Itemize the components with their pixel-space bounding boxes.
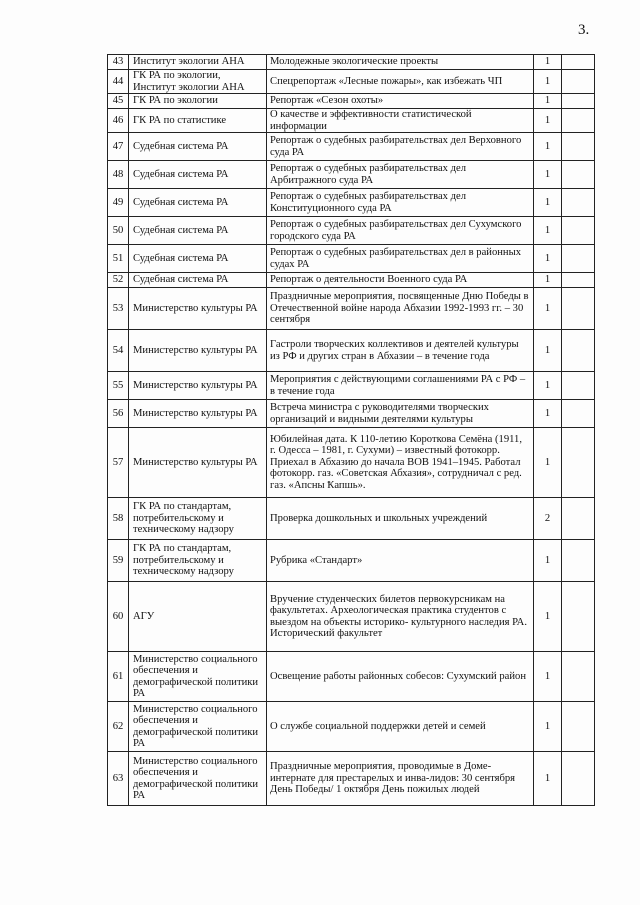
organization-cell: Министерство социального обеспечения и демографической политики РА: [129, 702, 267, 752]
table-row: [108, 702, 595, 752]
organization-cell: ГК РА по стандартам, потребительскому и техническому надзору: [129, 540, 267, 582]
extra-cell: [562, 133, 595, 161]
organization-cell: Судебная система РА: [129, 217, 267, 245]
table-row: [108, 273, 595, 288]
organization-cell: Министерство культуры РА: [129, 400, 267, 428]
extra-cell: [562, 288, 595, 330]
topic-cell: Освещение работы районных собесов: Сухумский район: [267, 652, 534, 702]
organization-cell: АГУ: [129, 582, 267, 652]
topic-cell: О службе социальной поддержки детей и семей: [267, 702, 534, 752]
schedule-table: [107, 54, 595, 806]
count-cell: 2: [534, 498, 562, 540]
table-row: [108, 161, 595, 189]
topic-cell: Рубрика «Стандарт»: [267, 540, 534, 582]
extra-cell: [562, 428, 595, 498]
table-row: [108, 652, 595, 702]
count-cell: 1: [534, 133, 562, 161]
count-cell: 1: [534, 540, 562, 582]
page-number: 3.: [578, 22, 590, 38]
extra-cell: [562, 245, 595, 273]
extra-cell: [562, 702, 595, 752]
count-cell: 1: [534, 245, 562, 273]
table-row: [108, 133, 595, 161]
table-row: [108, 70, 595, 94]
extra-cell: [562, 70, 595, 94]
organization-cell: Министерство социального обеспечения и демографической политики РА: [129, 652, 267, 702]
organization-cell: Министерство социального обеспечения и демографической политики РА: [129, 752, 267, 806]
extra-cell: [562, 217, 595, 245]
organization-cell: Министерство культуры РА: [129, 330, 267, 372]
topic-cell: Репортаж о судебных разбирательствах дел Верховного суда РА: [267, 133, 534, 161]
topic-cell: Репортаж «Сезон охоты»: [267, 94, 534, 109]
organization-cell: Судебная система РА: [129, 189, 267, 217]
extra-cell: [562, 498, 595, 540]
table-row: [108, 540, 595, 582]
extra-cell: [562, 94, 595, 109]
topic-cell: Проверка дошкольных и школьных учреждений: [267, 498, 534, 540]
topic-cell: Праздничные мероприятия, проводимые в Доме-интернате для престарелых и инва-лидов: 30 сентября День Победы/ 1 октября День пожилых людей: [267, 752, 534, 806]
table-row: [108, 582, 595, 652]
organization-cell: Министерство культуры РА: [129, 288, 267, 330]
topic-cell: Репортаж о судебных разбирательствах дел Арбитражного суда РА: [267, 161, 534, 189]
count-cell: 1: [534, 217, 562, 245]
count-cell: 1: [534, 161, 562, 189]
table-row: [108, 372, 595, 400]
extra-cell: [562, 752, 595, 806]
count-cell: 1: [534, 70, 562, 94]
count-cell: 1: [534, 330, 562, 372]
topic-cell: Спецрепортаж «Лесные пожары», как избежать ЧП: [267, 70, 534, 94]
topic-cell: Репортаж о судебных разбирательствах дел в районных судах РА: [267, 245, 534, 273]
topic-cell: Юбилейная дата. К 110-летию Короткова Семёна (1911, г. Одесса – 1981, г. Сухуми) – известный фотокорр. Приехал в Абхазию до начала ВОВ 1941–1945. Работал фотокорр. газ. «Советская Абхазия», сотрудничал с ред. газ. «Апсны Ҟапшь».: [267, 428, 534, 498]
topic-cell: Гастроли творческих коллективов и деятелей культуры из РФ и других стран в Абхазии – в течение года: [267, 330, 534, 372]
count-cell: 1: [534, 273, 562, 288]
extra-cell: [562, 55, 595, 70]
count-cell: 1: [534, 189, 562, 217]
count-cell: 1: [534, 702, 562, 752]
row-number: 50: [108, 217, 129, 245]
extra-cell: [562, 189, 595, 217]
row-number: 48: [108, 161, 129, 189]
extra-cell: [562, 400, 595, 428]
table-row: [108, 109, 595, 133]
row-number: 57: [108, 428, 129, 498]
row-number: 61: [108, 652, 129, 702]
count-cell: 1: [534, 400, 562, 428]
row-number: 63: [108, 752, 129, 806]
table-row: [108, 189, 595, 217]
row-number: 43: [108, 55, 129, 70]
row-number: 53: [108, 288, 129, 330]
topic-cell: Репортаж о деятельности Военного суда РА: [267, 273, 534, 288]
table-row: [108, 288, 595, 330]
row-number: 46: [108, 109, 129, 133]
organization-cell: Институт экологии АНА: [129, 55, 267, 70]
extra-cell: [562, 582, 595, 652]
count-cell: 1: [534, 55, 562, 70]
organization-cell: Судебная система РА: [129, 161, 267, 189]
table-row: [108, 752, 595, 806]
organization-cell: Министерство культуры РА: [129, 372, 267, 400]
organization-cell: ГК РА по экологии, Институт экологии АНА: [129, 70, 267, 94]
organization-cell: ГК РА по стандартам, потребительскому и техническому надзору: [129, 498, 267, 540]
row-number: 47: [108, 133, 129, 161]
count-cell: 1: [534, 582, 562, 652]
extra-cell: [562, 273, 595, 288]
topic-cell: Репортаж о судебных разбирательствах дел Конституционного суда РА: [267, 189, 534, 217]
extra-cell: [562, 109, 595, 133]
extra-cell: [562, 330, 595, 372]
row-number: 44: [108, 70, 129, 94]
count-cell: 1: [534, 109, 562, 133]
table-row: [108, 94, 595, 109]
table-row: [108, 55, 595, 70]
topic-cell: Мероприятия с действующими соглашениями РА с РФ – в течение года: [267, 372, 534, 400]
row-number: 60: [108, 582, 129, 652]
table-row: [108, 217, 595, 245]
row-number: 58: [108, 498, 129, 540]
count-cell: 1: [534, 372, 562, 400]
row-number: 45: [108, 94, 129, 109]
organization-cell: Судебная система РА: [129, 245, 267, 273]
count-cell: 1: [534, 428, 562, 498]
table-row: [108, 245, 595, 273]
topic-cell: Репортаж о судебных разбирательствах дел Сухумского городского суда РА: [267, 217, 534, 245]
topic-cell: Праздничные мероприятия, посвященные Дню Победы в Отечественной войне народа Абхазии 1992-1993 гг. – 30 сентября: [267, 288, 534, 330]
extra-cell: [562, 372, 595, 400]
row-number: 59: [108, 540, 129, 582]
table-row: [108, 498, 595, 540]
table-row: [108, 330, 595, 372]
extra-cell: [562, 652, 595, 702]
row-number: 62: [108, 702, 129, 752]
row-number: 56: [108, 400, 129, 428]
topic-cell: О качестве и эффективности статистической информации: [267, 109, 534, 133]
row-number: 52: [108, 273, 129, 288]
row-number: 49: [108, 189, 129, 217]
row-number: 51: [108, 245, 129, 273]
extra-cell: [562, 161, 595, 189]
organization-cell: ГК РА по экологии: [129, 94, 267, 109]
row-number: 54: [108, 330, 129, 372]
table-row: [108, 400, 595, 428]
count-cell: 1: [534, 752, 562, 806]
organization-cell: ГК РА по статистике: [129, 109, 267, 133]
extra-cell: [562, 540, 595, 582]
organization-cell: Судебная система РА: [129, 133, 267, 161]
schedule-table-body: [108, 55, 595, 806]
table-row: [108, 428, 595, 498]
count-cell: 1: [534, 288, 562, 330]
topic-cell: Молодежные экологические проекты: [267, 55, 534, 70]
count-cell: 1: [534, 94, 562, 109]
topic-cell: Встреча министра с руководителями творческих организаций и видными деятелями культуры: [267, 400, 534, 428]
row-number: 55: [108, 372, 129, 400]
organization-cell: Судебная система РА: [129, 273, 267, 288]
topic-cell: Вручение студенческих билетов первокурсникам на факультетах. Археологическая практика студентов с выездом на объекты историко- культурного наследия РА. Исторический факультет: [267, 582, 534, 652]
organization-cell: Министерство культуры РА: [129, 428, 267, 498]
count-cell: 1: [534, 652, 562, 702]
